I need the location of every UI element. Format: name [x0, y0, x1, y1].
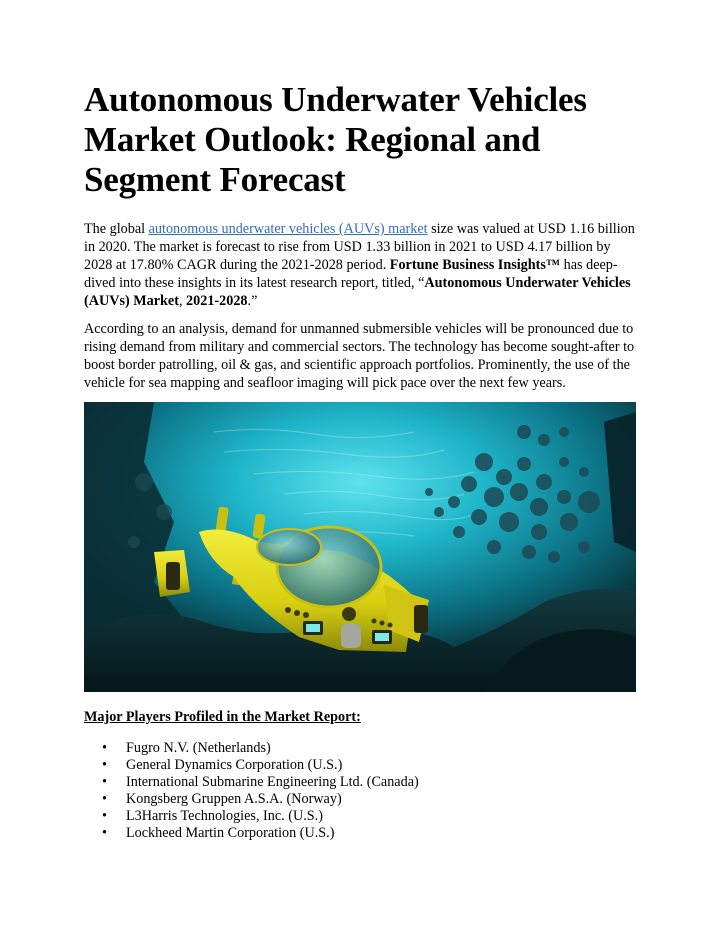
bullet-icon: •	[102, 774, 107, 790]
player-name: Fugro N.V. (Netherlands)	[126, 740, 271, 756]
bullet-icon: •	[102, 808, 107, 824]
intro-text: ,	[178, 293, 187, 309]
report-years: 2021-2028	[186, 293, 248, 309]
title-line-3: Segment Forecast	[84, 160, 346, 199]
intro-text: .”	[247, 293, 258, 309]
auv-market-link[interactable]: autonomous underwater vehicles (AUVs) market	[148, 221, 428, 237]
title-line-2: Market Outlook: Regional and	[84, 120, 541, 159]
player-name: International Submarine Engineering Ltd. (Canada)	[126, 774, 419, 790]
page-title	[84, 80, 636, 200]
brand-name: Fortune Business Insights™	[389, 257, 561, 273]
hero-image	[84, 402, 636, 692]
list-item	[84, 757, 419, 774]
intro-paragraph	[84, 220, 636, 310]
players-heading: Major Players Profiled in the Market Report:	[84, 709, 361, 725]
players-list	[84, 740, 419, 842]
list-item	[84, 774, 419, 791]
list-item	[84, 740, 419, 757]
bullet-icon: •	[102, 740, 107, 756]
bullet-icon: •	[102, 757, 107, 773]
report-title: Autonomous Underwater Vehicles (AUVs) Market	[84, 275, 631, 309]
list-item	[84, 808, 419, 825]
list-item	[84, 791, 419, 808]
list-item	[84, 825, 419, 842]
intro-text: size was valued at USD 1.16 billion in 2020. The market is forecast to rise from USD 1.33 billion in 2021 to USD 4.17 billion by 2028 at 17.80% CAGR during the 2021-2028 period.	[84, 221, 635, 273]
intro-text: has deep-dived into these insights in its latest research report, titled, “	[84, 257, 618, 291]
player-name: General Dynamics Corporation (U.S.)	[126, 757, 343, 773]
bullet-icon: •	[102, 825, 107, 841]
title-line-1: Autonomous Underwater Vehicles	[84, 80, 587, 119]
player-name: Lockheed Martin Corporation (U.S.)	[126, 825, 335, 841]
player-name: L3Harris Technologies, Inc. (U.S.)	[126, 808, 323, 824]
bullet-icon: •	[102, 791, 107, 807]
intro-text: The global	[84, 221, 149, 237]
player-name: Kongsberg Gruppen A.S.A. (Norway)	[126, 791, 342, 807]
underwater-submarine-illustration	[84, 402, 636, 692]
analysis-paragraph: According to an analysis, demand for unmanned submersible vehicles will be pronounced due to rising demand from military and commercial sectors. The technology has become sought-after to boost border patrolling, oil & gas, and scientific approach portfolios. Prominently, the use of the vehicle for sea mapping and seafloor imaging will pick pace over the next few years.	[84, 321, 635, 391]
